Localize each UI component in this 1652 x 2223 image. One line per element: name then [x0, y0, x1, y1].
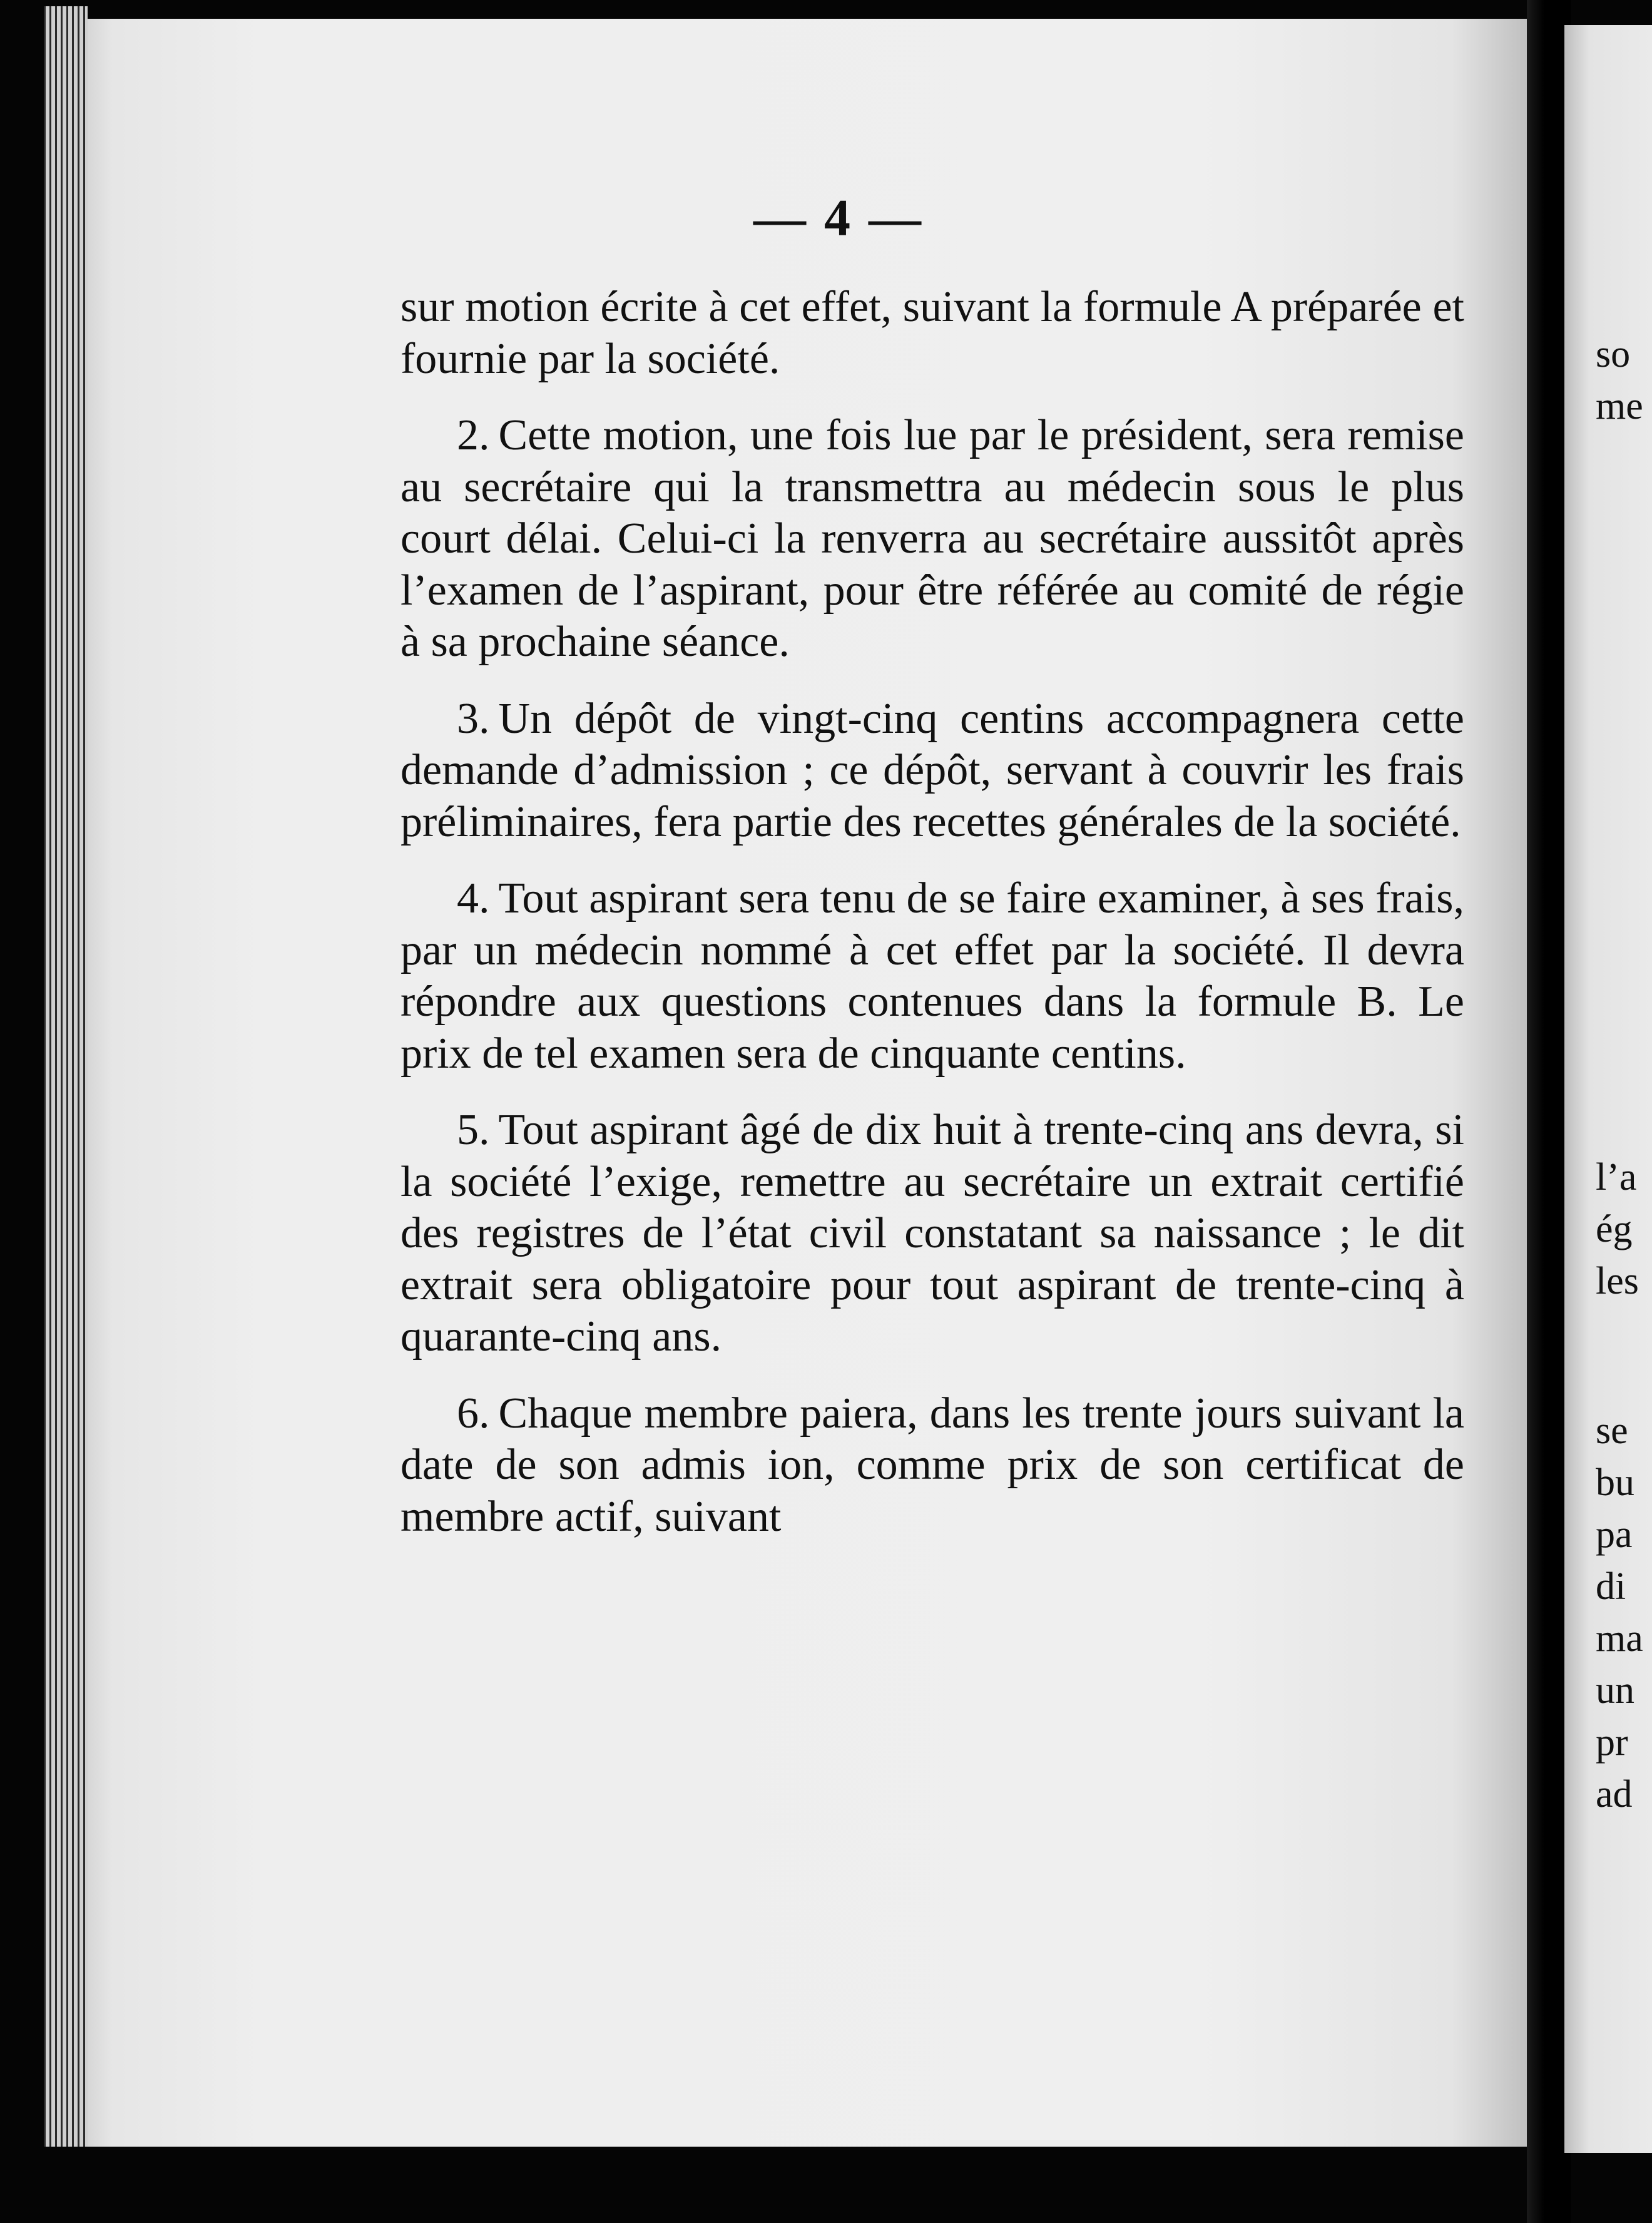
right-fragment: se — [1596, 1409, 1628, 1452]
right-fragment: un — [1596, 1669, 1634, 1712]
right-fragment: ég — [1596, 1208, 1633, 1250]
paragraph-text: Tout aspirant âgé de dix huit à trente-cinq ans devra, si la société l’exige, remettre au secrétaire un extrait certifié des registres de l’état civil constatant sa naissance ; le dit extrait sera obligatoire pour tout aspirant de trente-cinq à quarante-cinq ans. — [400, 1106, 1464, 1361]
right-fragment: les — [1596, 1260, 1639, 1302]
article-5 — [400, 1105, 1464, 1363]
right-page — [1564, 25, 1652, 2153]
paragraph-text: Cette motion, une fois lue par le président, sera remise au secrétaire qui la transmettra au médecin sous le plus court délai. Celui-ci la renverra au secrétaire aussitôt après l’examen de l’aspirant, pour être référée au comité de régie à sa prochaine séance. — [400, 411, 1464, 666]
article-number: 6. — [457, 1389, 490, 1438]
paragraph-continued — [400, 282, 1464, 385]
article-4 — [400, 873, 1464, 1080]
right-fragment: pr — [1596, 1721, 1628, 1764]
article-number: 3. — [457, 694, 490, 743]
article-number: 2. — [457, 411, 490, 459]
article-3 — [400, 693, 1464, 849]
right-fragment: so — [1596, 333, 1631, 376]
paragraph-text: Tout aspirant sera tenu de se faire examiner, à ses frais, par un médecin nommé à cet effet par la société. Il devra répondre aux questions contenues dans la formule B. Le prix de tel examen sera de cinquante centins. — [400, 874, 1464, 1078]
article-number: 4. — [457, 874, 490, 922]
right-fragment: ad — [1596, 1773, 1633, 1816]
page-edges — [44, 6, 88, 2147]
right-fragment: pa — [1596, 1513, 1633, 1556]
article-6 — [400, 1388, 1464, 1543]
right-fragment: l’a — [1596, 1156, 1637, 1198]
right-fragment: di — [1596, 1565, 1626, 1608]
paragraph-text: Chaque membre paiera, dans les trente jours suivant la date de son admis ion, comme prix de son certificat de membre actif, suivant — [400, 1389, 1464, 1541]
paragraph-text: sur motion écrite à cet effet, suivant la formule A préparée et fournie par la société. — [400, 283, 1464, 383]
article-number: 5. — [457, 1106, 490, 1154]
right-fragment: ma — [1596, 1617, 1643, 1660]
right-fragment: me — [1596, 385, 1643, 427]
body-text — [400, 282, 1464, 1568]
right-fragment: bu — [1596, 1461, 1634, 1504]
article-2 — [400, 410, 1464, 668]
page-number: — 4 — — [753, 189, 924, 247]
paragraph-text: Un dépôt de vingt-cinq centins accompagnera cette demande d’admission ; ce dépôt, servant à couvrir les frais préliminaires, fera partie des recettes générales de la société. — [400, 694, 1464, 846]
